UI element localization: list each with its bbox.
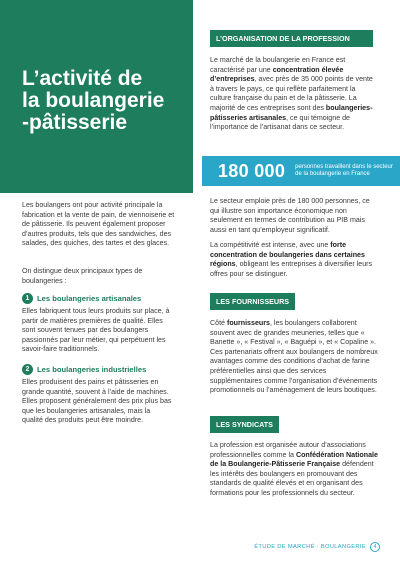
footer-label: ÉTUDE DE MARCHÉ · BOULANGERIE (254, 544, 366, 550)
section-tag-unions: LES SYNDICATS (210, 416, 279, 433)
type-label: Les boulangeries artisanales (37, 294, 142, 303)
section-tag-suppliers: LES FOURNISSEURS (210, 293, 295, 310)
stat-callout (202, 156, 400, 186)
text-span: La compétitivité est intense, avec une (210, 241, 331, 249)
text-span: , avec près de 35 000 points de vente à travers le pays, ce qui reflète parfaitement la culture française du pain et de la pâtisserie. La majorité de ces entreprises sont des (210, 75, 373, 112)
number-badge: 1 (22, 293, 33, 304)
text-span: La profession est organisée autour d’associations professionnelles comme la (210, 441, 366, 459)
bold-span: forte concentration de boulangeries dans certaines régions (210, 241, 365, 269)
page-title: L’activité de la boulangerie -pâtisserie (22, 67, 165, 134)
organisation-paragraph (210, 56, 378, 133)
bold-span: Confédération Nationale de la Boulangerie-Pâtisserie Française (210, 450, 378, 469)
section-tag-organisation: L’ORGANISATION DE LA PROFESSION (210, 30, 373, 47)
types-intro: On distingue deux principaux types de boulangeries : (22, 267, 143, 285)
number-badge: 2 (22, 364, 33, 375)
stat-number: 180 000 (218, 160, 286, 181)
text-span: , obligeant les entreprises à diversifier leurs offres pour se distinguer. (210, 260, 373, 278)
hero-block (0, 0, 193, 193)
competition-paragraph (210, 241, 378, 279)
type-heading-artisanal (22, 293, 141, 304)
type-heading-industrial (22, 364, 146, 375)
type-label: Les boulangeries industrielles (37, 365, 147, 374)
intro-paragraph: Les boulangers ont pour activité principale la fabrication et la vente de pain, de viennoiserie et de pâtisserie. Ils peuvent également proposer d’autres produits, tels que des sandwiches, des salades, des quiches, des tartes et des glaces. (22, 201, 175, 248)
page-number: 4 (370, 542, 380, 552)
text-span: , ce qui témoigne de l’importance de l’artisanat dans ce secteur. (210, 113, 350, 132)
page-footer (254, 542, 380, 552)
text-span: Côté (210, 319, 227, 327)
text-span: , les boulangers collaborent souvent avec de grandes meuneries, telles que « Banette », « Festival », « Baguépi », et « Copaline ». Ces partenariats offrent aux boulangers de nombreux avantages comme des conditions d’achat de farine préférentielles ainsi que des services supplémentaires comme l’organisation d’événements promotionnels ou l’aménagement de leurs boutiques. (210, 319, 378, 395)
bold-span: concentration élevée d’entreprises (210, 65, 344, 84)
employment-paragraph: Le secteur emploie près de 180 000 personnes, ce qui illustre son importance économique non seulement en termes de contribution au PIB mais aussi en tant qu’employeur significatif. (210, 197, 370, 234)
suppliers-paragraph (210, 319, 378, 396)
type-description: Elles produisent des pains et pâtisseries en grande quantité, souvent à l’aide de machines. Elles proposent généralement des prix plus bas que les boulangeries artisanales, mais la qualité des produits peut être moindre. (22, 378, 172, 425)
unions-paragraph (210, 441, 378, 499)
stat-caption: personnes travaillent dans le secteur de la boulangerie en France (295, 164, 393, 177)
type-description: Elles fabriquent tous leurs produits sur place, à partir de matières premières de qualité. Elles sont souvent tenues par des boulangers passionnés par leur métier, qui perpétuent les savoir-faire traditionnels. (22, 307, 170, 354)
text-span: Le marché de la boulangerie en France est caractérisé par une (210, 56, 346, 74)
bold-span: boulangeries-pâtisseries artisanales (210, 103, 373, 122)
bold-span: fournisseurs (226, 319, 270, 327)
text-span: défendent les intérêts des boulangers en promouvant des standards de qualité élevés et en organisant des formations pour les professionnels du secteur. (210, 460, 374, 497)
